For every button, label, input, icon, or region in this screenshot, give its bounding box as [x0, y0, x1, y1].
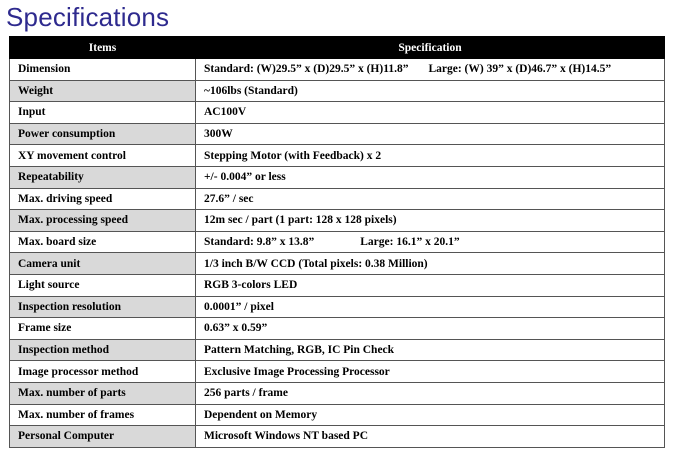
table-row — [10, 404, 665, 426]
spec-standard: Standard: 9.8” x 13.8” — [204, 236, 315, 249]
row-spec-value: 27.6” / sec — [196, 188, 665, 210]
table-row — [10, 318, 665, 340]
row-item-label: Max. processing speed — [10, 210, 196, 232]
spec-large: Large: 16.1” x 20.1” — [360, 236, 460, 249]
row-spec-value: 256 parts / frame — [196, 382, 665, 404]
row-spec-value: 12m sec / part (1 part: 128 x 128 pixels) — [196, 210, 665, 232]
page-title: Specifications — [6, 2, 170, 32]
row-spec-value: Pattern Matching, RGB, IC Pin Check — [196, 339, 665, 361]
row-spec-value — [196, 231, 665, 253]
table-row — [10, 382, 665, 404]
row-item-label: Weight — [10, 80, 196, 102]
table-row — [10, 210, 665, 232]
row-spec-value: RGB 3-colors LED — [196, 274, 665, 296]
row-item-label: Repeatability — [10, 166, 196, 188]
row-item-label: XY movement control — [10, 145, 196, 167]
row-spec-value: 0.0001” / pixel — [196, 296, 665, 318]
table-row — [10, 231, 665, 253]
row-spec-value: Microsoft Windows NT based PC — [196, 426, 665, 448]
row-item-label: Max. driving speed — [10, 188, 196, 210]
row-item-label: Inspection resolution — [10, 296, 196, 318]
row-item-label: Personal Computer — [10, 426, 196, 448]
table-row — [10, 102, 665, 124]
row-item-label: Light source — [10, 274, 196, 296]
row-spec-value: Dependent on Memory — [196, 404, 665, 426]
header-specification: Specification — [196, 37, 665, 59]
row-item-label: Power consumption — [10, 123, 196, 145]
table-row — [10, 188, 665, 210]
row-spec-value: Exclusive Image Processing Processor — [196, 361, 665, 383]
row-item-label: Max. number of parts — [10, 382, 196, 404]
row-item-label: Frame size — [10, 318, 196, 340]
row-item-label: Inspection method — [10, 339, 196, 361]
table-row — [10, 339, 665, 361]
row-spec-value — [196, 59, 665, 81]
row-item-label: Image processor method — [10, 361, 196, 383]
table-row — [10, 296, 665, 318]
row-item-label: Input — [10, 102, 196, 124]
table-row — [10, 253, 665, 275]
spec-standard: Standard: (W)29.5” x (D)29.5” x (H)11.8” — [204, 63, 409, 76]
row-spec-value: ~106lbs (Standard) — [196, 80, 665, 102]
table-row — [10, 80, 665, 102]
table-row — [10, 426, 665, 448]
row-spec-value: Stepping Motor (with Feedback) x 2 — [196, 145, 665, 167]
table-row — [10, 274, 665, 296]
table-row — [10, 166, 665, 188]
row-spec-value: 300W — [196, 123, 665, 145]
header-items: Items — [10, 37, 196, 59]
table-header-row — [10, 37, 665, 59]
row-spec-value: +/- 0.004” or less — [196, 166, 665, 188]
specifications-table — [9, 36, 665, 448]
row-spec-value: 1/3 inch B/W CCD (Total pixels: 0.38 Million) — [196, 253, 665, 275]
row-spec-value: AC100V — [196, 102, 665, 124]
row-item-label: Max. number of frames — [10, 404, 196, 426]
table-row — [10, 59, 665, 81]
table-row — [10, 361, 665, 383]
table-row — [10, 145, 665, 167]
row-item-label: Camera unit — [10, 253, 196, 275]
table-row — [10, 123, 665, 145]
row-spec-value: 0.63” x 0.59” — [196, 318, 665, 340]
spec-large: Large: (W) 39” x (D)46.7” x (H)14.5” — [428, 63, 612, 76]
row-item-label: Dimension — [10, 59, 196, 81]
row-item-label: Max. board size — [10, 231, 196, 253]
